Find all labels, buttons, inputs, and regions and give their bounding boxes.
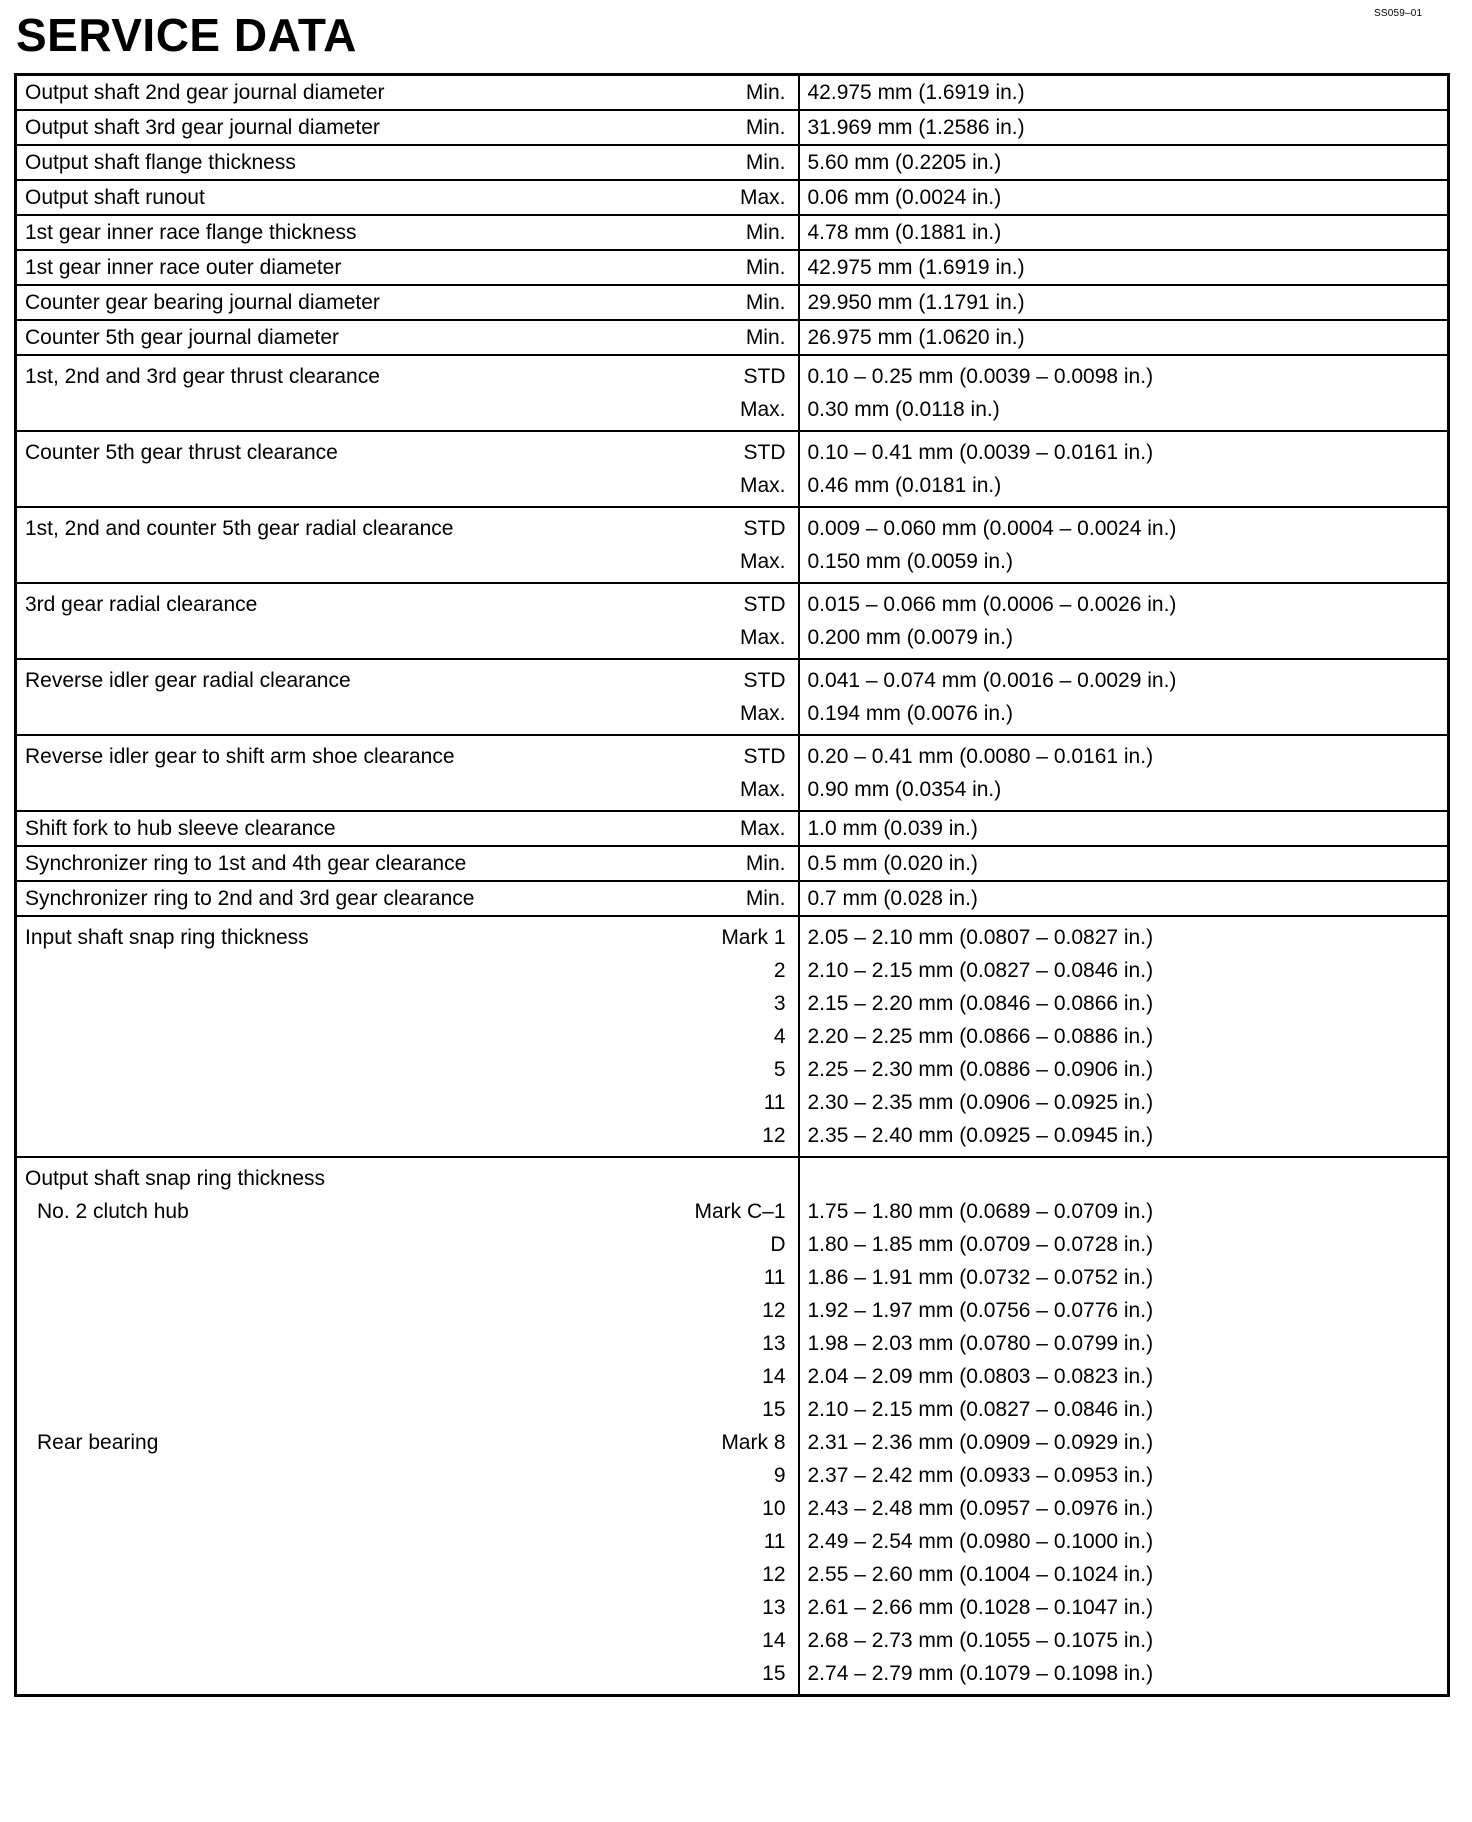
condition-cell <box>684 75 799 111</box>
spec-condition: D <box>770 1233 786 1256</box>
spec-value: 0.06 mm (0.0024 in.) <box>807 186 1002 209</box>
spec-condition: Min. <box>745 221 786 244</box>
spec-value: 2.10 – 2.15 mm (0.0827 – 0.0846 in.) <box>807 959 1154 982</box>
value-cell <box>799 811 1449 846</box>
spec-condition: Mark 1 <box>721 926 786 949</box>
spec-value: 2.49 – 2.54 mm (0.0980 – 0.1000 in.) <box>807 1530 1154 1553</box>
condition-cell <box>684 507 799 583</box>
spec-condition: Min. <box>745 256 786 279</box>
item-label <box>25 1624 684 1657</box>
condition-cell <box>684 846 799 881</box>
table-row <box>16 250 1449 285</box>
item-cell <box>16 180 684 215</box>
spec-condition: 4 <box>773 1025 786 1048</box>
item-cell <box>16 431 684 507</box>
spec-condition: 2 <box>773 959 786 982</box>
value-cell <box>799 250 1449 285</box>
spec-value: 0.30 mm (0.0118 in.) <box>807 398 1000 421</box>
spec-condition: 12 <box>762 1563 786 1586</box>
spec-value: 2.74 – 2.79 mm (0.1079 – 0.1098 in.) <box>807 1662 1154 1685</box>
item-label: Synchronizer ring to 2nd and 3rd gear clearance <box>25 887 475 910</box>
table-row <box>16 215 1449 250</box>
condition-cell <box>684 180 799 215</box>
spec-value: 29.950 mm (1.1791 in.) <box>807 291 1025 314</box>
item-cell <box>16 1157 684 1696</box>
spec-value: 2.05 – 2.10 mm (0.0807 – 0.0827 in.) <box>807 926 1154 949</box>
spec-condition: STD <box>743 441 786 464</box>
item-cell <box>16 916 684 1157</box>
item-label: Output shaft snap ring thickness <box>25 1167 325 1190</box>
spec-value: 2.10 – 2.15 mm (0.0827 – 0.0846 in.) <box>807 1398 1154 1421</box>
table-row <box>16 881 1449 916</box>
item-label <box>25 1492 684 1525</box>
item-label: 3rd gear radial clearance <box>25 593 258 616</box>
spec-condition: Mark C–1 <box>694 1200 786 1223</box>
item-label <box>25 1360 684 1393</box>
spec-condition: Min. <box>745 291 786 314</box>
item-cell <box>16 110 684 145</box>
spec-value: 2.35 – 2.40 mm (0.0925 – 0.0945 in.) <box>807 1124 1154 1147</box>
table-row <box>16 145 1449 180</box>
condition-cell <box>684 735 799 811</box>
spec-condition: Max. <box>739 398 786 421</box>
spec-value: 1.80 – 1.85 mm (0.0709 – 0.0728 in.) <box>807 1233 1154 1256</box>
table-row <box>16 846 1449 881</box>
item-cell <box>16 145 684 180</box>
condition-cell <box>684 285 799 320</box>
condition-cell <box>684 881 799 916</box>
spec-condition: Max. <box>739 702 786 725</box>
condition-cell <box>684 811 799 846</box>
item-cell <box>16 507 684 583</box>
item-label: Output shaft runout <box>25 186 205 209</box>
spec-condition: STD <box>743 745 786 768</box>
condition-cell <box>684 250 799 285</box>
condition-cell <box>684 583 799 659</box>
spec-value: 2.68 – 2.73 mm (0.1055 – 0.1075 in.) <box>807 1629 1154 1652</box>
spec-value: 0.46 mm (0.0181 in.) <box>807 474 1002 497</box>
item-label <box>25 1261 684 1294</box>
spec-value: 26.975 mm (1.0620 in.) <box>807 326 1025 349</box>
spec-condition: 10 <box>762 1497 786 1520</box>
item-label: Shift fork to hub sleeve clearance <box>25 817 336 840</box>
value-cell <box>799 355 1449 431</box>
spec-condition: Min. <box>745 116 786 139</box>
table-row <box>16 285 1449 320</box>
spec-value: 0.041 – 0.074 mm (0.0016 – 0.0029 in.) <box>807 669 1177 692</box>
item-label <box>25 1228 684 1261</box>
condition-cell <box>684 355 799 431</box>
item-label: Counter 5th gear journal diameter <box>25 326 340 349</box>
item-label <box>25 1459 684 1492</box>
spec-condition: 3 <box>773 992 786 1015</box>
spec-condition: STD <box>743 593 786 616</box>
item-label: No. 2 clutch hub <box>37 1200 189 1223</box>
spec-condition: Max. <box>739 474 786 497</box>
condition-cell <box>684 916 799 1157</box>
spec-condition: 11 <box>763 1530 786 1553</box>
table-row <box>16 75 1449 111</box>
value-cell <box>799 583 1449 659</box>
spec-value: 2.04 – 2.09 mm (0.0803 – 0.0823 in.) <box>807 1365 1154 1388</box>
condition-cell <box>684 320 799 355</box>
spec-condition: Max. <box>739 626 786 649</box>
spec-value: 42.975 mm (1.6919 in.) <box>807 256 1025 279</box>
table-row <box>16 916 1449 1157</box>
value-cell <box>799 846 1449 881</box>
spec-value: 5.60 mm (0.2205 in.) <box>807 151 1002 174</box>
item-cell <box>16 320 684 355</box>
table-row <box>16 110 1449 145</box>
spec-value: 1.0 mm (0.039 in.) <box>807 817 978 840</box>
item-label: Rear bearing <box>37 1431 159 1454</box>
item-label <box>25 1591 684 1624</box>
spec-condition: Max. <box>739 186 786 209</box>
spec-value: 4.78 mm (0.1881 in.) <box>807 221 1002 244</box>
item-label: 1st, 2nd and 3rd gear thrust clearance <box>25 365 380 388</box>
condition-cell <box>684 431 799 507</box>
spec-value: 1.86 – 1.91 mm (0.0732 – 0.0752 in.) <box>807 1266 1154 1289</box>
item-label <box>25 1294 684 1327</box>
item-label: 1st gear inner race outer diameter <box>25 256 342 279</box>
spec-value: 0.009 – 0.060 mm (0.0004 – 0.0024 in.) <box>807 517 1177 540</box>
item-label: Input shaft snap ring thickness <box>25 926 309 949</box>
table-row <box>16 811 1449 846</box>
table-row <box>16 1157 1449 1696</box>
spec-value: 2.31 – 2.36 mm (0.0909 – 0.0929 in.) <box>807 1431 1154 1454</box>
spec-value: 0.5 mm (0.020 in.) <box>807 852 978 875</box>
value-cell <box>799 285 1449 320</box>
spec-condition: Min. <box>745 151 786 174</box>
table-row <box>16 431 1449 507</box>
spec-value: 2.61 – 2.66 mm (0.1028 – 0.1047 in.) <box>807 1596 1154 1619</box>
item-label: Output shaft 2nd gear journal diameter <box>25 81 385 104</box>
spec-value: 0.194 mm (0.0076 in.) <box>807 702 1013 725</box>
table-row <box>16 507 1449 583</box>
condition-cell <box>684 659 799 735</box>
spec-condition: Mark 8 <box>721 1431 786 1454</box>
document-code: SS059–01 <box>1374 8 1423 19</box>
spec-value: 0.200 mm (0.0079 in.) <box>807 626 1013 649</box>
spec-value: 1.92 – 1.97 mm (0.0756 – 0.0776 in.) <box>807 1299 1154 1322</box>
spec-value <box>808 1162 1448 1195</box>
table-row <box>16 180 1449 215</box>
spec-value: 42.975 mm (1.6919 in.) <box>807 81 1025 104</box>
spec-condition: 5 <box>773 1058 786 1081</box>
spec-condition: Min. <box>745 887 786 910</box>
spec-condition: Min. <box>745 81 786 104</box>
spec-value: 2.25 – 2.30 mm (0.0886 – 0.0906 in.) <box>807 1058 1154 1081</box>
spec-condition: 12 <box>762 1299 786 1322</box>
item-label <box>25 1558 684 1591</box>
condition-cell <box>684 145 799 180</box>
item-label <box>25 1657 684 1690</box>
table-row <box>16 735 1449 811</box>
item-label: Reverse idler gear to shift arm shoe clearance <box>25 745 455 768</box>
value-cell <box>799 881 1449 916</box>
page-title: SERVICE DATA <box>16 9 357 61</box>
spec-value: 0.015 – 0.066 mm (0.0006 – 0.0026 in.) <box>807 593 1177 616</box>
condition-cell <box>684 1157 799 1696</box>
spec-condition: Max. <box>739 778 786 801</box>
spec-condition: 11 <box>763 1091 786 1114</box>
spec-condition: 15 <box>762 1662 786 1685</box>
spec-value: 0.10 – 0.25 mm (0.0039 – 0.0098 in.) <box>807 365 1154 388</box>
value-cell <box>799 110 1449 145</box>
condition-cell <box>684 215 799 250</box>
item-cell <box>16 250 684 285</box>
item-cell <box>16 735 684 811</box>
value-cell <box>799 659 1449 735</box>
item-label <box>25 1327 684 1360</box>
spec-value: 0.10 – 0.41 mm (0.0039 – 0.0161 in.) <box>807 441 1154 464</box>
value-cell <box>799 145 1449 180</box>
spec-condition: STD <box>743 669 786 692</box>
spec-value: 2.30 – 2.35 mm (0.0906 – 0.0925 in.) <box>807 1091 1154 1114</box>
item-cell <box>16 285 684 320</box>
value-cell <box>799 215 1449 250</box>
spec-condition: 15 <box>762 1398 786 1421</box>
spec-condition: 12 <box>762 1124 786 1147</box>
value-cell <box>799 916 1449 1157</box>
item-cell <box>16 659 684 735</box>
spec-condition: 11 <box>763 1266 786 1289</box>
spec-condition: Max. <box>739 550 786 573</box>
value-cell <box>799 431 1449 507</box>
spec-condition: STD <box>743 365 786 388</box>
spec-value: 1.98 – 2.03 mm (0.0780 – 0.0799 in.) <box>807 1332 1154 1355</box>
spec-condition: 14 <box>762 1365 786 1388</box>
item-label: 1st, 2nd and counter 5th gear radial clearance <box>25 517 454 540</box>
table-row <box>16 583 1449 659</box>
item-label: 1st gear inner race flange thickness <box>25 221 357 244</box>
table-row <box>16 659 1449 735</box>
value-cell <box>799 507 1449 583</box>
item-cell <box>16 75 684 111</box>
item-cell <box>16 355 684 431</box>
item-label <box>25 1525 684 1558</box>
table-row <box>16 355 1449 431</box>
spec-condition: 13 <box>762 1332 786 1355</box>
service-data-table <box>14 73 1450 1697</box>
spec-condition: 14 <box>762 1629 786 1652</box>
item-label <box>25 1393 684 1426</box>
item-label: Output shaft 3rd gear journal diameter <box>25 116 380 139</box>
spec-value: 2.37 – 2.42 mm (0.0933 – 0.0953 in.) <box>807 1464 1154 1487</box>
spec-value: 0.7 mm (0.028 in.) <box>807 887 978 910</box>
item-cell <box>16 215 684 250</box>
spec-value: 2.55 – 2.60 mm (0.1004 – 0.1024 in.) <box>807 1563 1154 1586</box>
value-cell <box>799 180 1449 215</box>
condition-cell <box>684 110 799 145</box>
spec-condition <box>684 1162 786 1195</box>
item-label: Synchronizer ring to 1st and 4th gear clearance <box>25 852 467 875</box>
table-row <box>16 320 1449 355</box>
item-label: Output shaft flange thickness <box>25 151 296 174</box>
spec-value: 1.75 – 1.80 mm (0.0689 – 0.0709 in.) <box>807 1200 1154 1223</box>
item-label: Counter 5th gear thrust clearance <box>25 441 338 464</box>
item-label: Counter gear bearing journal diameter <box>25 291 380 314</box>
item-label: Reverse idler gear radial clearance <box>25 669 351 692</box>
item-cell <box>16 881 684 916</box>
spec-value: 0.90 mm (0.0354 in.) <box>807 778 1002 801</box>
value-cell <box>799 1157 1449 1696</box>
spec-value: 2.43 – 2.48 mm (0.0957 – 0.0976 in.) <box>807 1497 1154 1520</box>
spec-value: 2.15 – 2.20 mm (0.0846 – 0.0866 in.) <box>807 992 1154 1015</box>
value-cell <box>799 735 1449 811</box>
item-cell <box>16 583 684 659</box>
spec-value: 2.20 – 2.25 mm (0.0866 – 0.0886 in.) <box>807 1025 1154 1048</box>
value-cell <box>799 320 1449 355</box>
spec-value: 0.20 – 0.41 mm (0.0080 – 0.0161 in.) <box>807 745 1154 768</box>
spec-value: 0.150 mm (0.0059 in.) <box>807 550 1013 573</box>
item-cell <box>16 811 684 846</box>
spec-value: 31.969 mm (1.2586 in.) <box>807 116 1025 139</box>
spec-condition: 9 <box>773 1464 786 1487</box>
spec-condition: Min. <box>745 326 786 349</box>
item-cell <box>16 846 684 881</box>
spec-condition: Min. <box>745 852 786 875</box>
spec-condition: STD <box>743 517 786 540</box>
spec-condition: 13 <box>762 1596 786 1619</box>
spec-condition: Max. <box>739 817 786 840</box>
value-cell <box>799 75 1449 111</box>
